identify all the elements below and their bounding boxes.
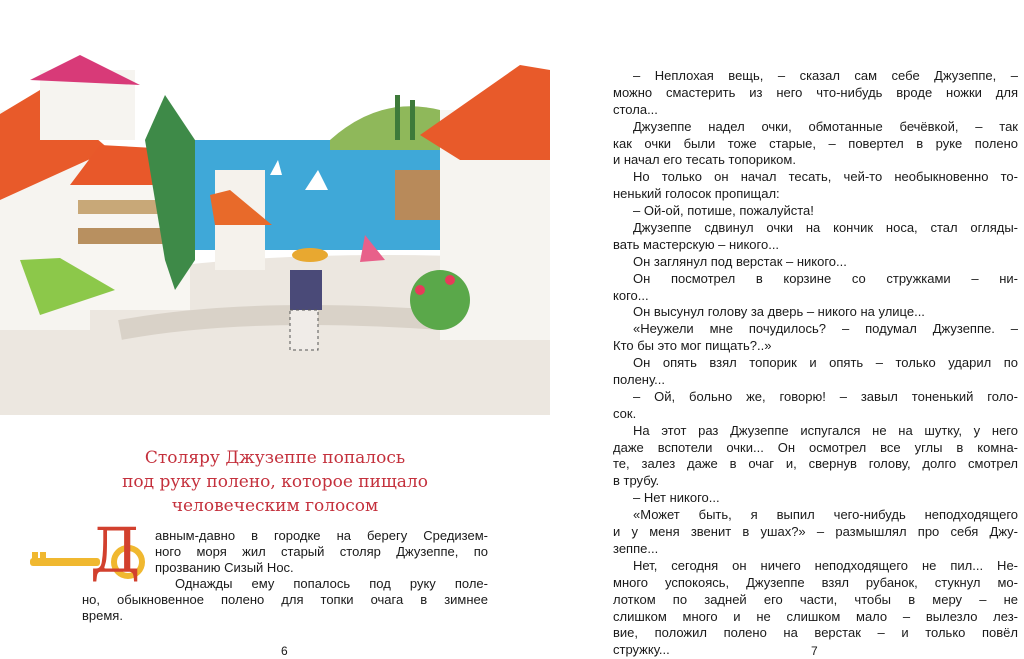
text-line: кого... [613, 287, 649, 303]
text-line: Он опять взял топорик и опять – только ударил по [633, 355, 1018, 371]
text-line: Но только он начал тесать, чей-то необыкновенно то- [633, 169, 1018, 185]
text-line: зеппе... [613, 540, 659, 556]
text-line: стружку... [613, 642, 670, 658]
text-line: – Ой, больно же, говорю! – завыл тоненький голо- [633, 388, 1018, 404]
text-line: много успокоясь, Джузеппе взял рубанок, стукнул мо- [613, 574, 1018, 590]
chapter-title [100, 446, 450, 518]
text-line: полену... [613, 372, 666, 388]
text-line: как очки были тоже старые, – повертел в руке полено [613, 135, 1018, 151]
text-line: – Нет никого... [633, 490, 720, 506]
text-line: вие, положил полено на верстак – и только повёл [613, 625, 1018, 641]
text-line: можно смастерить из него что-нибудь вроде ножки для [613, 84, 1018, 100]
drop-cap-letter: Д [90, 514, 141, 587]
text-line: в трубу. [613, 473, 660, 489]
text-line: и начал его тесать топориком. [613, 152, 796, 168]
text-line: но, обыкновенное полено для топки очага в зимнее [82, 592, 488, 607]
text-line: На этот раз Джузеппе испугался не на шутку, у него [633, 422, 1018, 438]
text-line: Он посмотрел в корзине со стружками – ни- [633, 270, 1018, 286]
text-line: Джузеппе надел очки, обмотанные бечёвкой, – так [633, 118, 1018, 134]
text-line: те, залез даже в очаг и, свернув голову, долго смотрел [613, 456, 1018, 472]
text-line: даже вспотели очки... Он осмотрел все углы в комна- [613, 439, 1018, 455]
text-line: Он заглянул под верстак – никого... [633, 253, 847, 269]
text-line: ного моря жил старый столяр Джузеппе, по [155, 544, 488, 559]
text-line: прозванию Сизый Нос. [155, 560, 294, 575]
text-line: – Ой-ой, потише, пожалуйста! [633, 203, 814, 219]
text-line: сок. [613, 405, 637, 421]
text-line: Он высунул голову за дверь – никого на улице... [633, 304, 925, 320]
text-line: «Может быть, я выпил чего-нибудь неподходящего [633, 507, 1018, 523]
text-line: время. [82, 608, 123, 623]
chapter-title-line: человеческим голосом [171, 496, 379, 516]
text-line: лотком по задней его части, чтобы в меру – не [613, 591, 1018, 607]
page-number-left: 6 [281, 644, 288, 658]
text-line: стола... [613, 101, 658, 117]
right-page-body [613, 68, 1018, 659]
left-page-body [82, 528, 488, 624]
text-line: и у меня звенит в ушах?» – размышлял про себя Джу- [613, 524, 1018, 540]
text-line: Кто бы это мог пищать?..» [613, 338, 772, 354]
page-number-right: 7 [811, 644, 818, 658]
text-line: ненький голосок пропищал: [613, 186, 780, 202]
chapter-title-line: под руку полено, которое пищало [122, 472, 428, 492]
chapter-title-line: Столяру Джузеппе попалось [144, 448, 406, 468]
text-line: Однажды ему попалось под руку поле- [175, 576, 488, 591]
text-line: авным-давно в городке на берегу Средизем- [155, 528, 488, 543]
text-line: Джузеппе сдвинул очки на кончик носа, стал огляды- [633, 220, 1018, 236]
text-line: «Неужели мне почудилось? – подумал Джузеппе. – [633, 321, 1018, 337]
text-line: слишком много и не слишком мало – вылезло лез- [613, 608, 1018, 624]
illustration-town-street [0, 0, 550, 415]
text-line: – Неплохая вещь, – сказал сам себе Джузеппе, – [633, 68, 1018, 83]
text-line: Нет, сегодня он ничего неподходящего не пил... Не- [633, 557, 1018, 573]
text-line: вать мастерскую – никого... [613, 236, 780, 252]
